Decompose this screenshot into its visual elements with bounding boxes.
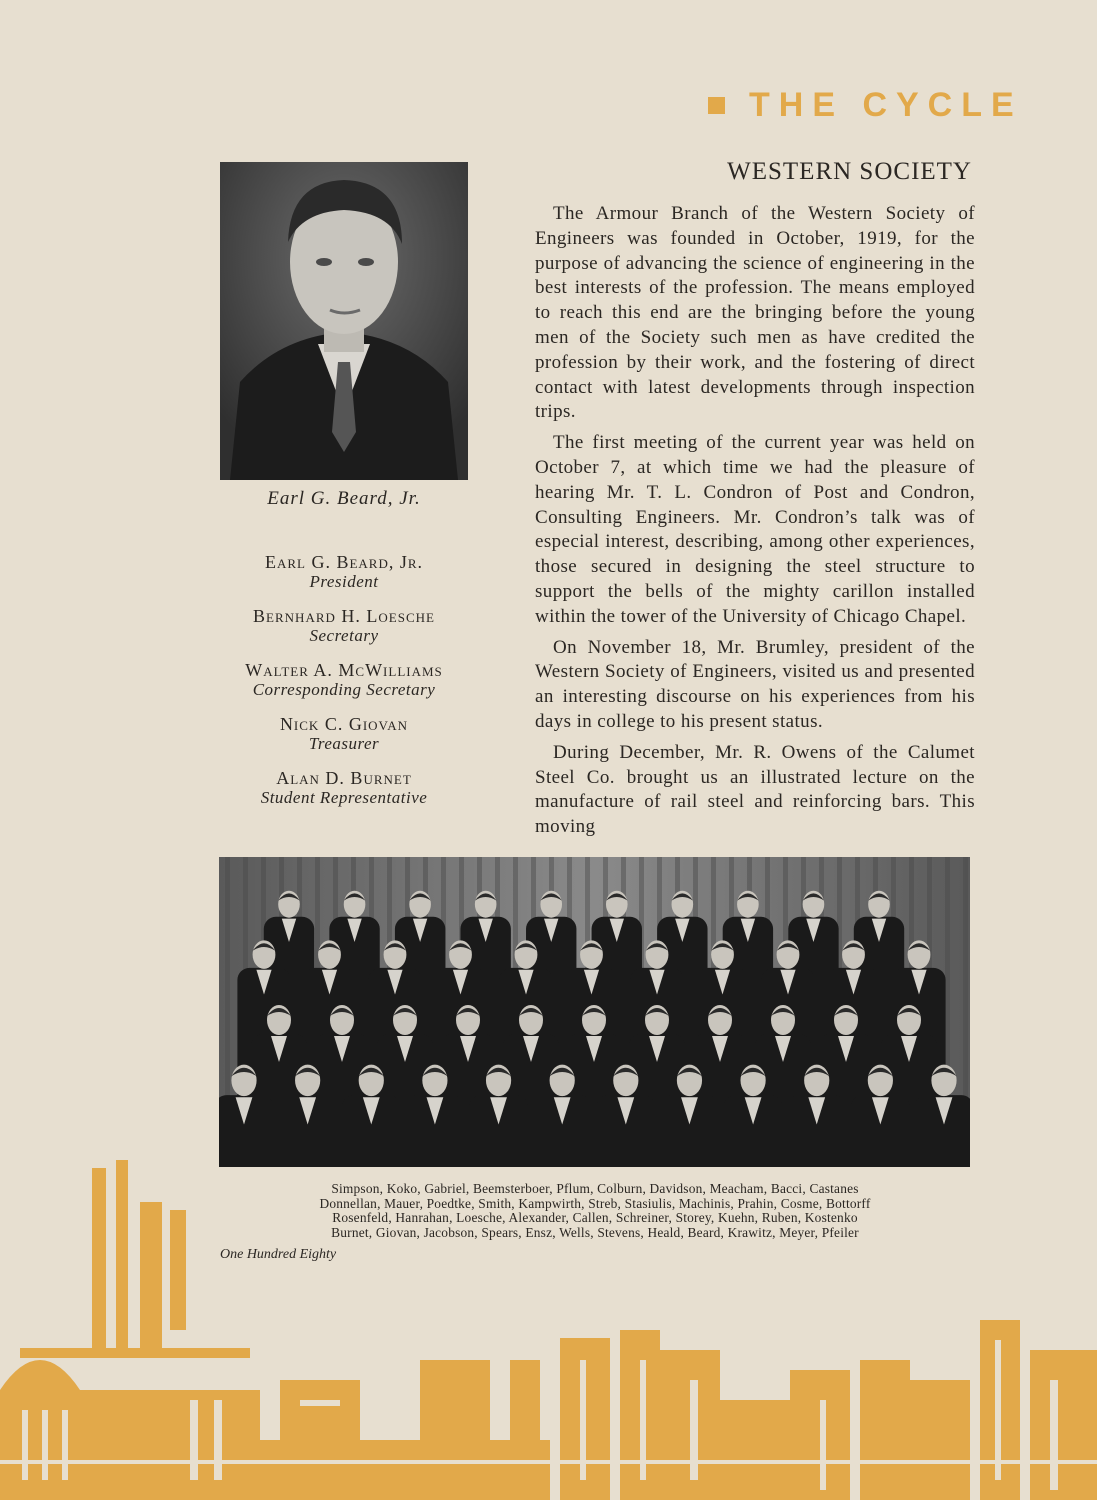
officer-name: Walter A. McWilliams bbox=[245, 660, 443, 680]
caption-row: Simpson, Koko, Gabriel, Beemsterboer, Pflum, Colburn, Davidson, Meacham, Bacci, Castanes bbox=[331, 1181, 859, 1196]
header-title: THE CYCLE bbox=[749, 86, 1023, 124]
officer-role: Student Representative bbox=[260, 788, 428, 807]
portrait-caption: Earl G. Beard, Jr. bbox=[267, 488, 421, 509]
officer-president bbox=[220, 552, 468, 592]
officer-name: Alan D. Burnet bbox=[276, 768, 412, 788]
running-header bbox=[708, 86, 1023, 125]
article-body bbox=[535, 202, 975, 846]
officer-name: Bernhard H. Loesche bbox=[253, 606, 435, 626]
group-photo-image bbox=[219, 857, 970, 1167]
officers-list bbox=[220, 552, 468, 822]
officer-role: Treasurer bbox=[308, 734, 380, 753]
officer-corresponding-secretary bbox=[220, 660, 468, 700]
section-title: WESTERN SOCIETY bbox=[727, 158, 972, 185]
officer-role: President bbox=[309, 572, 379, 591]
article-paragraph: During December, Mr. R. Owens of the Calumet Steel Co. brought us an illustrated lecture on the manufacture of rail steel and reinforcing bars. This moving bbox=[535, 741, 975, 838]
group-photo bbox=[219, 857, 970, 1167]
officer-name: Earl G. Beard, Jr. bbox=[264, 552, 424, 572]
officer-secretary bbox=[220, 606, 468, 646]
caption-row: Rosenfeld, Hanrahan, Loesche, Alexander, Callen, Schreiner, Storey, Kuehn, Ruben, Kostenko bbox=[332, 1210, 858, 1226]
skyline-decoration bbox=[0, 1160, 1097, 1500]
portrait-image bbox=[220, 162, 468, 480]
officer-treasurer bbox=[220, 714, 468, 754]
portrait-photo bbox=[220, 162, 468, 480]
header-square-icon bbox=[708, 97, 725, 114]
article-paragraph: The first meeting of the current year was held on October 7, at which time we had the pleasure of hearing Mr. T. L. Condron of Post and Condron, Consulting Engineers. Mr. Condron’s talk was of especial interest, describing, among other experiences, those secured in designing the steel structure to support the bells of the mighty carillon installed within the tower of the University of Chicago Chapel. bbox=[535, 432, 975, 627]
caption-row: Donnellan, Mauer, Poedtke, Smith, Kampwirth, Streb, Stasiulis, Machinis, Prahin, Cosme, Bottorff bbox=[319, 1195, 871, 1211]
officer-student-representative bbox=[220, 768, 468, 808]
article-paragraph: On November 18, Mr. Brumley, president of the Western Society of Engineers, visited us and presented an interesting discourse on his experiences from his days in college to his present status. bbox=[535, 636, 975, 732]
officer-role: Secretary bbox=[309, 626, 379, 645]
article-paragraph: The Armour Branch of the Western Society of Engineers was founded in October, 1919, for the purpose of advancing the science of engineering in the best interests of the profession. The means employed to reach this end are the bringing before the young men of the Society such men as have credited the profession by their work, and the fostering of direct contact with latest developments through inspection trips. bbox=[535, 203, 975, 423]
page-number: One Hundred Eighty bbox=[220, 1247, 337, 1262]
officer-role: Corresponding Secretary bbox=[252, 680, 436, 699]
officer-name: Nick C. Giovan bbox=[279, 714, 409, 734]
caption-row: Burnet, Giovan, Jacobson, Spears, Ensz, Wells, Stevens, Heald, Beard, Krawitz, Meyer, Pfeiler bbox=[331, 1224, 859, 1240]
